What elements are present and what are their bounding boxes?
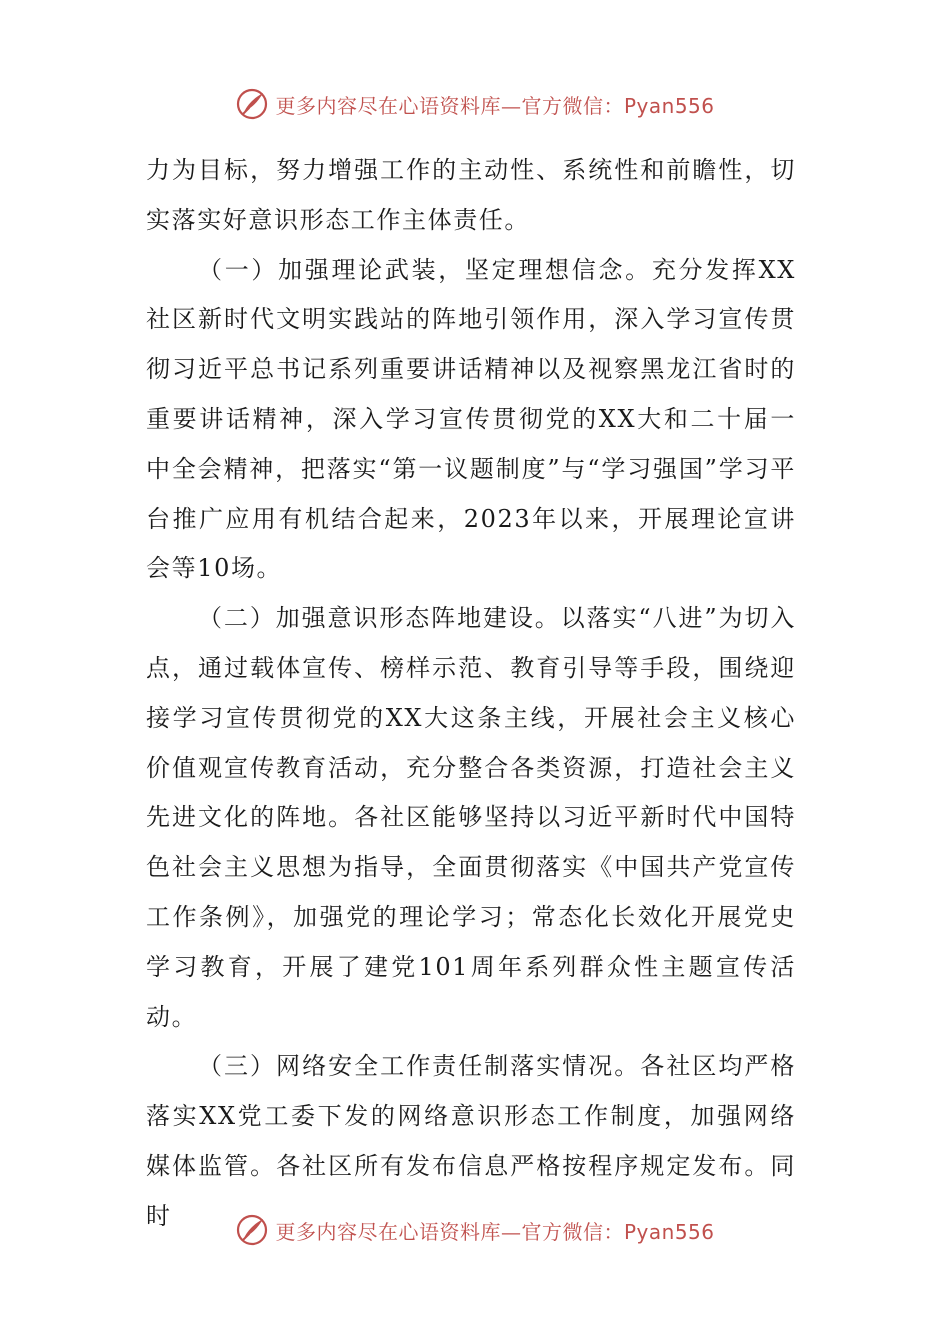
header-watermark bbox=[0, 84, 950, 124]
document-body bbox=[146, 146, 796, 1242]
paragraph-ideology-position: （二）加强意识形态阵地建设。以落实“八进”为切入点，通过载体宣传、榜样示范、教育引导等手段，围绕迎接学习宣传贯彻党的XX大这条主线，开展社会主义核心价值观宣传教育活动，充分整合各类资源，打造社会主义先进文化的阵地。各社区能够坚持以习近平新时代中国特色社会主义思想为指导，全面贯彻落实《中国共产党宣传工作条例》，加强党的理论学习；常态化长效化开展党史学习教育，开展了建党101周年系列群众性主题宣传活动。 bbox=[146, 604, 796, 1031]
watermark-id: Pyan556 bbox=[623, 1219, 715, 1244]
quill-logo-icon bbox=[235, 87, 269, 121]
paragraph-network-security: （三）网络安全工作责任制落实情况。各社区均严格落实XX党工委下发的网络意识形态工作制度，加强网络媒体监管。各社区所有发布信息严格按程序规定发布。同时 bbox=[146, 1052, 796, 1230]
watermark-text: 更多内容尽在心语资料库—官方微信：Pyan556 bbox=[275, 93, 715, 118]
watermark-id: Pyan556 bbox=[623, 93, 715, 118]
paragraph-theory-armament: （一）加强理论武装，坚定理想信念。充分发挥XX社区新时代文明实践站的阵地引领作用，深入学习宣传贯彻习近平总书记系列重要讲话精神以及视察黑龙江省时的重要讲话精神，深入学习宣传贯彻党的XX大和二十届一中全会精神，把落实“第一议题制度”与“学习强国”学习平台推广应用有机结合起来，2023年以来，开展理论宣讲会等10场。 bbox=[146, 255, 796, 583]
footer-watermark bbox=[0, 1210, 950, 1250]
quill-logo-icon bbox=[235, 1213, 269, 1247]
watermark-text: 更多内容尽在心语资料库—官方微信：Pyan556 bbox=[275, 1219, 715, 1244]
paragraph-continuation: 力为目标，努力增强工作的主动性、系统性和前瞻性，切实落实好意识形态工作主体责任。 bbox=[146, 156, 796, 234]
